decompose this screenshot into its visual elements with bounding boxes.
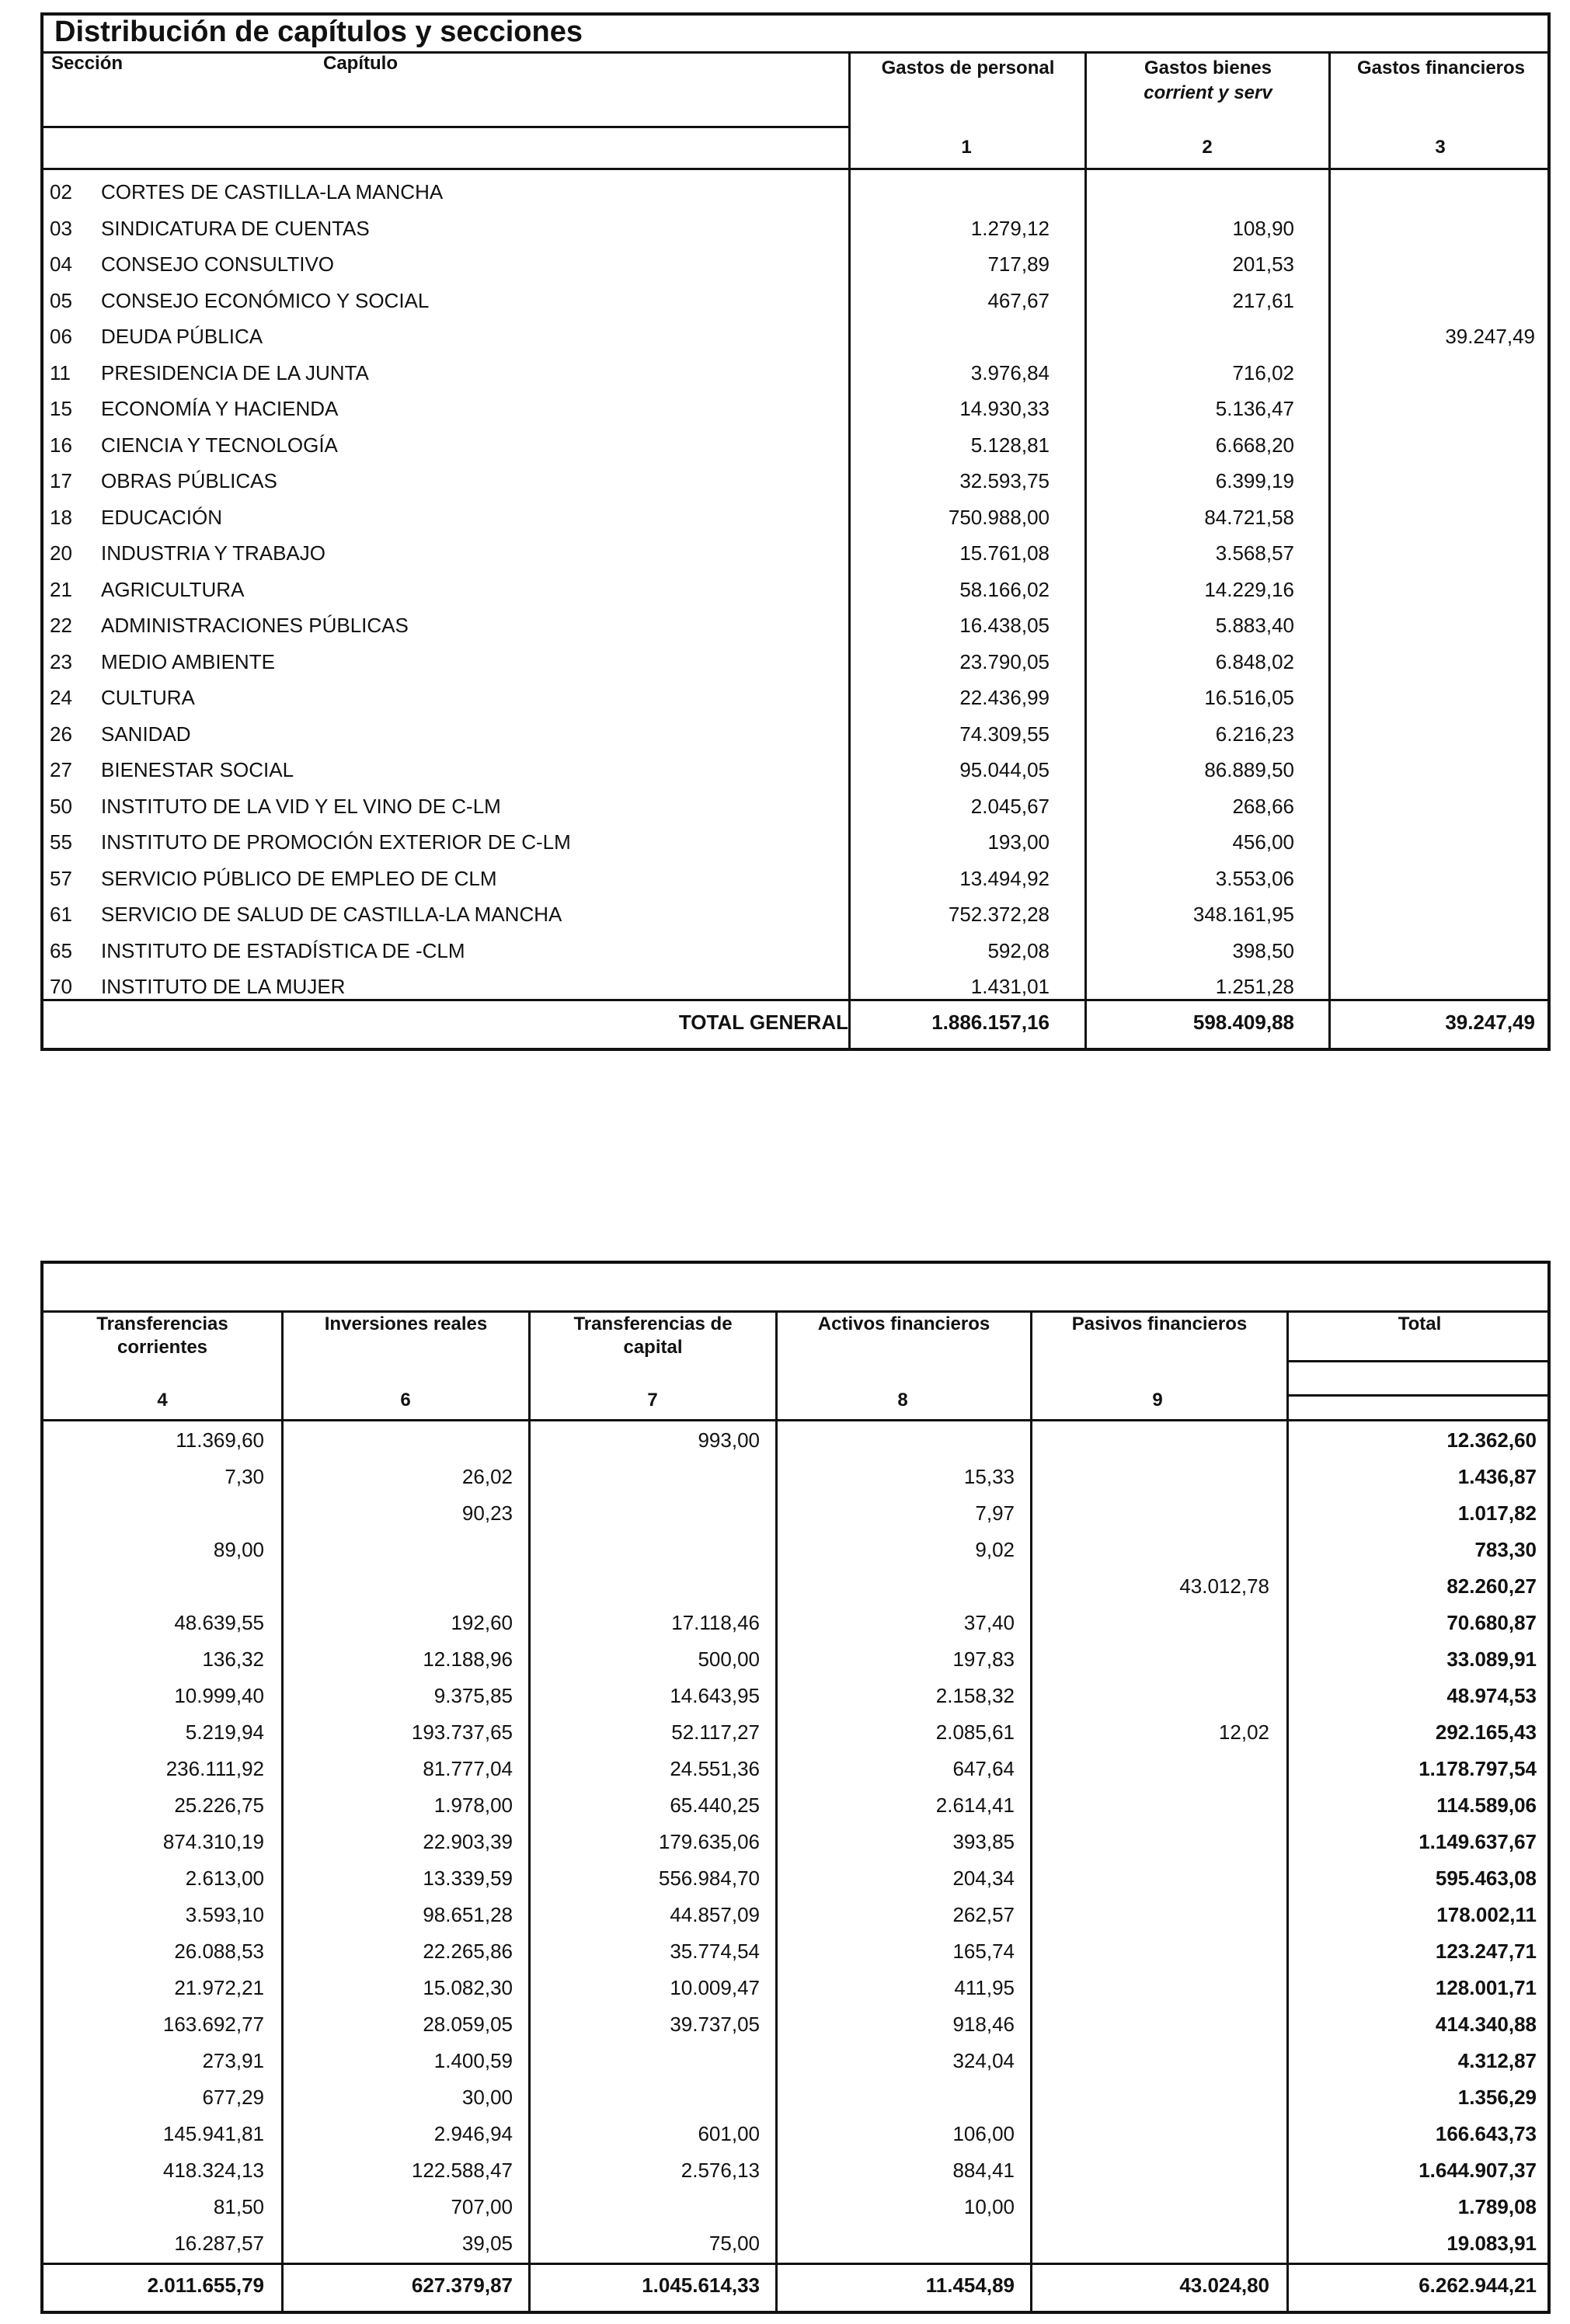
cell-transferencias-capital: 14.643,95 (670, 1684, 760, 1707)
section-name: SANIDAD (101, 722, 191, 746)
cell-activos-financieros: 884,41 (952, 2159, 1015, 2182)
table-row (44, 572, 1547, 607)
cell-gastos-personal: 193,00 (987, 830, 1050, 854)
total-cell-4: 2.011.655,79 (147, 2274, 264, 2297)
cell-transferencias-corrientes: 3.593,10 (185, 1903, 264, 1926)
cell-activos-financieros: 204,34 (952, 1867, 1015, 1890)
table-row (44, 969, 1547, 1004)
cell-gastos-personal: 58.166,02 (959, 577, 1050, 601)
cell-gastos-personal: 3.976,84 (970, 360, 1050, 384)
section-name: OBRAS PÚBLICAS (101, 469, 277, 492)
table-row (44, 824, 1547, 860)
section-code: 57 (50, 866, 72, 890)
table-row (44, 391, 1547, 426)
section-name: CIENCIA Y TECNOLOGÍA (101, 433, 338, 457)
header-num-4: 4 (157, 1390, 168, 1411)
cell-total: 1.789,08 (1457, 2195, 1537, 2218)
table-row (44, 1824, 1547, 1860)
table-row (44, 1641, 1547, 1677)
cell-inversiones-reales: 122.588,47 (411, 2159, 513, 2182)
header-gastos-financieros: Gastos financieros (1356, 57, 1526, 78)
table-row (44, 246, 1547, 282)
section-code: 70 (50, 975, 72, 998)
cell-gastos-personal: 2.045,67 (970, 794, 1050, 818)
cell-transferencias-corrientes: 236.111,92 (165, 1757, 264, 1780)
cell-transferencias-capital: 75,00 (708, 2232, 760, 2255)
cell-gastos-bienes: 716,02 (1232, 360, 1294, 384)
section-code: 05 (50, 288, 72, 312)
cell-transferencias-capital: 10.009,47 (670, 1976, 760, 1999)
cell-gastos-bienes: 1.251,28 (1215, 975, 1294, 998)
total-cell-7: 1.045.614,33 (642, 2274, 760, 2297)
section-code: 55 (50, 830, 72, 854)
cell-total: 595.463,08 (1435, 1867, 1537, 1890)
cell-inversiones-reales: 707,00 (451, 2195, 513, 2218)
section-name: INDUSTRIA Y TRABAJO (101, 541, 325, 565)
cell-activos-financieros: 262,57 (952, 1903, 1015, 1926)
table-row (44, 896, 1547, 932)
table-row (44, 752, 1547, 788)
cell-gastos-bienes: 268,66 (1232, 794, 1294, 818)
cell-inversiones-reales: 26,02 (461, 1465, 513, 1488)
table-row (44, 355, 1547, 391)
section-code: 18 (50, 505, 72, 529)
cell-total: 82.260,27 (1446, 1574, 1537, 1598)
cell-total: 33.089,91 (1446, 1647, 1537, 1671)
cell-pasivos-financieros: 43.012,78 (1179, 1574, 1269, 1598)
cell-transferencias-capital: 2.576,13 (681, 2159, 760, 2182)
cell-gastos-personal: 22.436,99 (959, 686, 1050, 709)
cell-activos-financieros: 7,97 (975, 1501, 1015, 1525)
table-row (44, 174, 1547, 210)
cell-gastos-bienes: 6.668,20 (1215, 433, 1294, 457)
cell-transferencias-corrientes: 21.972,21 (174, 1976, 264, 1999)
header-gastos-bienes: Gastos bienes (1144, 57, 1272, 78)
cell-gastos-bienes: 5.883,40 (1215, 614, 1294, 637)
cell-transferencias-corrientes: 2.613,00 (185, 1867, 264, 1890)
header-transferencias-capital: Transferencias de (573, 1313, 733, 1334)
table-row (44, 1714, 1547, 1750)
section-name: CONSEJO CONSULTIVO (101, 252, 335, 276)
cell-transferencias-corrientes: 26.088,53 (174, 1940, 264, 1963)
cell-gastos-bienes: 217,61 (1232, 288, 1294, 312)
cell-gastos-bienes: 6.216,23 (1215, 722, 1294, 746)
cell-gastos-personal: 15.761,08 (959, 541, 1050, 565)
section-name: CORTES DE CASTILLA-LA MANCHA (101, 180, 444, 204)
section-code: 24 (50, 686, 72, 709)
cell-activos-financieros: 197,83 (952, 1647, 1015, 1671)
table-row (44, 1897, 1547, 1933)
table-row (44, 427, 1547, 463)
cell-gastos-personal: 750.988,00 (948, 505, 1050, 529)
header-num-7: 7 (647, 1390, 658, 1411)
section-code: 20 (50, 541, 72, 565)
cell-activos-financieros: 2.085,61 (935, 1720, 1015, 1744)
cell-total: 1.644.907,37 (1419, 2159, 1537, 2182)
cell-gastos-personal: 74.309,55 (959, 722, 1050, 746)
cell-transferencias-capital: 65.440,25 (670, 1793, 760, 1817)
cell-inversiones-reales: 193.737,65 (411, 1720, 513, 1744)
section-code: 06 (50, 325, 72, 348)
cell-transferencias-corrientes: 48.639,55 (174, 1611, 264, 1634)
cell-gastos-personal: 14.930,33 (959, 397, 1050, 420)
cell-inversiones-reales: 1.978,00 (433, 1793, 513, 1817)
table-row (44, 1459, 1547, 1494)
total-cell-9: 43.024,80 (1179, 2274, 1269, 2297)
cell-transferencias-capital: 35.774,54 (670, 1940, 760, 1963)
header-gastos-bienes-2: corrient y serv (1144, 82, 1272, 103)
cell-inversiones-reales: 98.651,28 (423, 1903, 513, 1926)
section-code: 61 (50, 903, 72, 926)
table-row (44, 1933, 1547, 1969)
table-row (44, 463, 1547, 499)
section-name: SERVICIO PÚBLICO DE EMPLEO DE CLM (101, 866, 497, 890)
cell-gastos-bienes: 201,53 (1232, 252, 1294, 276)
cell-activos-financieros: 324,04 (952, 2049, 1015, 2072)
table-row (44, 318, 1547, 354)
bottom-total-row (44, 2267, 1547, 2303)
cell-gastos-personal: 16.438,05 (959, 614, 1050, 637)
section-name: MEDIO AMBIENTE (101, 649, 275, 673)
cell-gastos-personal: 32.593,75 (959, 469, 1050, 492)
cell-activos-financieros: 918,46 (952, 2013, 1015, 2036)
section-code: 03 (50, 216, 72, 240)
section-code: 22 (50, 614, 72, 637)
cell-transferencias-corrientes: 11.369,60 (176, 1428, 264, 1452)
cell-transferencias-capital: 24.551,36 (670, 1757, 760, 1780)
table-row (44, 2043, 1547, 2079)
table-row (44, 1532, 1547, 1567)
title-divider (44, 51, 1547, 54)
cell-transferencias-capital: 500,00 (698, 1647, 760, 1671)
table-row (44, 1495, 1547, 1531)
cell-gastos-bienes: 86.889,50 (1204, 758, 1294, 781)
table-row (44, 2079, 1547, 2115)
cell-transferencias-capital: 52.117,27 (671, 1720, 760, 1744)
table-row (44, 607, 1547, 643)
section-code: 65 (50, 938, 72, 962)
cell-total: 1.436,87 (1457, 1465, 1537, 1488)
cell-inversiones-reales: 90,23 (461, 1501, 513, 1525)
table-row (44, 1787, 1547, 1823)
header-gastos-personal: Gastos de personal (881, 57, 1055, 78)
cell-total: 292.165,43 (1435, 1720, 1537, 1744)
cell-total: 12.362,60 (1446, 1428, 1537, 1452)
total-cell-3: 39.247,49 (1445, 1011, 1535, 1034)
cell-transferencias-capital: 556.984,70 (658, 1867, 760, 1890)
table-row (44, 1422, 1547, 1458)
cell-transferencias-corrientes: 418.324,13 (162, 2159, 264, 2182)
section-name: INSTITUTO DE PROMOCIÓN EXTERIOR DE C-LM (101, 830, 571, 854)
total-cell-total: 6.262.944,21 (1419, 2274, 1537, 2297)
cell-transferencias-corrientes: 145.941,81 (162, 2122, 264, 2145)
cell-inversiones-reales: 15.082,30 (423, 1976, 513, 1999)
table-row (44, 2152, 1547, 2188)
section-code: 04 (50, 252, 72, 276)
cell-transferencias-corrientes: 16.287,57 (174, 2232, 264, 2255)
cell-transferencias-corrientes: 677,29 (202, 2086, 264, 2109)
cell-transferencias-corrientes: 163.692,77 (162, 2013, 264, 2036)
cell-inversiones-reales: 9.375,85 (433, 1684, 513, 1707)
header-num-9: 9 (1152, 1390, 1163, 1411)
cell-total: 414.340,88 (1435, 2013, 1537, 2036)
cell-gastos-personal: 717,89 (987, 252, 1050, 276)
cell-transferencias-capital: 993,00 (698, 1428, 760, 1452)
table-title: Distribución de capítulos y secciones (54, 16, 583, 48)
table-row (44, 1751, 1547, 1786)
header-transferencias-corrientes-2: corrientes (117, 1337, 208, 1358)
header-num-6: 6 (400, 1390, 411, 1411)
table-row (44, 788, 1547, 824)
table-row (44, 716, 1547, 752)
cell-transferencias-corrientes: 273,91 (202, 2049, 264, 2072)
cell-gastos-personal: 95.044,05 (959, 758, 1050, 781)
table-row (44, 283, 1547, 318)
cell-transferencias-capital: 601,00 (698, 2122, 760, 2145)
header-transferencias-capital-2: capital (623, 1337, 683, 1358)
header-divider-left (44, 126, 848, 128)
cell-inversiones-reales: 30,00 (461, 2086, 513, 2109)
cell-transferencias-corrientes: 89,00 (213, 1538, 264, 1561)
header-total: Total (1398, 1313, 1442, 1334)
section-name: PRESIDENCIA DE LA JUNTA (101, 360, 369, 384)
cell-total: 48.974,53 (1446, 1684, 1537, 1707)
section-name: ECONOMÍA Y HACIENDA (101, 397, 339, 420)
section-name: EDUCACIÓN (101, 505, 223, 529)
header-pasivos-financieros: Pasivos financieros (1071, 1313, 1248, 1334)
cell-gastos-bienes: 6.848,02 (1215, 649, 1294, 673)
total-cell-2: 598.409,88 (1192, 1011, 1294, 1034)
cell-activos-financieros: 165,74 (952, 1940, 1015, 1963)
cell-gastos-personal: 1.431,01 (970, 975, 1050, 998)
cell-gastos-personal: 467,67 (987, 288, 1050, 312)
top-table (40, 12, 1551, 1051)
section-code: 21 (50, 577, 72, 601)
cell-inversiones-reales: 192,60 (451, 1611, 513, 1634)
cell-total: 128.001,71 (1435, 1976, 1537, 1999)
section-code: 23 (50, 649, 72, 673)
table-row (44, 499, 1547, 535)
cell-inversiones-reales: 22.265,86 (423, 1940, 513, 1963)
cell-transferencias-corrientes: 10.999,40 (174, 1684, 264, 1707)
header-transferencias-corrientes: Transferencias (96, 1313, 228, 1334)
cell-total: 1.178.797,54 (1419, 1757, 1537, 1780)
section-name: SINDICATURA DE CUENTAS (101, 216, 370, 240)
cell-transferencias-corrientes: 25.226,75 (174, 1793, 264, 1817)
cell-transferencias-capital: 179.635,06 (658, 1830, 760, 1853)
cell-total: 166.643,73 (1435, 2122, 1537, 2145)
header-activos-financieros: Activos financieros (817, 1313, 990, 1334)
header-divider (44, 168, 1547, 170)
header-inversiones-reales: Inversiones reales (324, 1313, 488, 1334)
table-row (44, 680, 1547, 715)
header-num-8: 8 (897, 1390, 908, 1411)
cell-total: 19.083,91 (1446, 2232, 1537, 2255)
section-code: 17 (50, 469, 72, 492)
section-code: 16 (50, 433, 72, 457)
cell-inversiones-reales: 1.400,59 (433, 2049, 513, 2072)
bottom-table (40, 1261, 1551, 2314)
cell-total: 1.149.637,67 (1419, 1830, 1537, 1853)
cell-gastos-bienes: 108,90 (1232, 216, 1294, 240)
cell-transferencias-capital: 39.737,05 (670, 2013, 760, 2036)
cell-transferencias-corrientes: 7,30 (225, 1465, 264, 1488)
cell-total: 4.312,87 (1457, 2049, 1537, 2072)
table-row (44, 535, 1547, 571)
cell-activos-financieros: 2.614,41 (935, 1793, 1015, 1817)
cell-activos-financieros: 37,40 (963, 1611, 1015, 1634)
cell-transferencias-corrientes: 81,50 (213, 2195, 264, 2218)
cell-inversiones-reales: 13.339,59 (423, 1867, 513, 1890)
cell-gastos-bienes: 5.136,47 (1215, 397, 1294, 420)
cell-gastos-personal: 752.372,28 (948, 903, 1050, 926)
cell-activos-financieros: 9,02 (975, 1538, 1015, 1561)
cell-transferencias-capital: 44.857,09 (670, 1903, 760, 1926)
total-sub-divider-2 (1286, 1394, 1551, 1397)
cell-total: 70.680,87 (1446, 1611, 1537, 1634)
cell-gastos-bienes: 16.516,05 (1204, 686, 1294, 709)
section-name: INSTITUTO DE LA MUJER (101, 975, 346, 998)
header-capitulo: Capítulo (323, 53, 398, 74)
cell-gastos-financieros: 39.247,49 (1445, 325, 1535, 348)
section-name: DEUDA PÚBLICA (101, 325, 263, 348)
cell-transferencias-corrientes: 874.310,19 (162, 1830, 264, 1853)
cell-gastos-bienes: 3.553,06 (1215, 866, 1294, 890)
section-name: AGRICULTURA (101, 577, 245, 601)
section-code: 27 (50, 758, 72, 781)
cell-gastos-bienes: 3.568,57 (1215, 541, 1294, 565)
top-total-row (44, 1004, 1547, 1040)
cell-activos-financieros: 411,95 (954, 1976, 1015, 1999)
section-name: CONSEJO ECONÓMICO Y SOCIAL (101, 288, 430, 312)
cell-gastos-bienes: 14.229,16 (1204, 577, 1294, 601)
table-row (44, 1860, 1547, 1896)
header-num-2: 2 (1202, 137, 1213, 158)
cell-inversiones-reales: 12.188,96 (423, 1647, 513, 1671)
cell-total: 1.356,29 (1457, 2086, 1537, 2109)
table-row (44, 2116, 1547, 2152)
table-row (44, 2225, 1547, 2261)
total-sub-divider-1 (1286, 1360, 1551, 1362)
cell-inversiones-reales: 39,05 (461, 2232, 513, 2255)
section-code: 11 (50, 360, 71, 384)
table-row (44, 1568, 1547, 1604)
cell-pasivos-financieros: 12,02 (1218, 1720, 1269, 1744)
cell-total: 1.017,82 (1457, 1501, 1537, 1525)
section-code: 26 (50, 722, 72, 746)
bottom-header-divider (44, 1419, 1547, 1421)
cell-gastos-bienes: 348.161,95 (1192, 903, 1294, 926)
header-seccion: Sección (51, 53, 124, 74)
cell-total: 783,30 (1474, 1538, 1537, 1561)
table-row (44, 933, 1547, 969)
header-num-1: 1 (961, 137, 972, 158)
table-row (44, 1605, 1547, 1640)
cell-gastos-personal: 5.128,81 (970, 433, 1050, 457)
cell-gastos-personal: 592,08 (987, 938, 1050, 962)
table-row (44, 1678, 1547, 1713)
section-name: SERVICIO DE SALUD DE CASTILLA-LA MANCHA (101, 903, 562, 926)
section-code: 50 (50, 794, 72, 818)
section-code: 02 (50, 180, 72, 204)
table-row (44, 2189, 1547, 2225)
cell-activos-financieros: 106,00 (952, 2122, 1015, 2145)
cell-gastos-personal: 1.279,12 (970, 216, 1050, 240)
cell-transferencias-corrientes: 136,32 (202, 1647, 264, 1671)
header-num-3: 3 (1435, 137, 1446, 158)
section-name: ADMINISTRACIONES PÚBLICAS (101, 614, 409, 637)
cell-transferencias-corrientes: 5.219,94 (185, 1720, 264, 1744)
cell-transferencias-capital: 17.118,46 (671, 1611, 760, 1634)
table-row (44, 1970, 1547, 2006)
cell-inversiones-reales: 2.946,94 (433, 2122, 513, 2145)
cell-gastos-personal: 23.790,05 (959, 649, 1050, 673)
table-row (44, 210, 1547, 246)
total-cell-6: 627.379,87 (411, 2274, 513, 2297)
cell-total: 114.589,06 (1436, 1793, 1537, 1817)
cell-gastos-bienes: 456,00 (1232, 830, 1294, 854)
total-cell-1: 1.886.157,16 (931, 1011, 1050, 1034)
section-name: BIENESTAR SOCIAL (101, 758, 294, 781)
cell-gastos-bienes: 84.721,58 (1204, 505, 1294, 529)
table-row (44, 644, 1547, 680)
cell-inversiones-reales: 28.059,05 (423, 2013, 513, 2036)
cell-gastos-bienes: 398,50 (1232, 938, 1294, 962)
section-code: 15 (50, 397, 72, 420)
cell-activos-financieros: 15,33 (963, 1465, 1015, 1488)
total-label: TOTAL GENERAL (678, 1011, 848, 1034)
cell-inversiones-reales: 81.777,04 (423, 1757, 513, 1780)
total-cell-8: 11.454,89 (925, 2274, 1015, 2297)
table-row (44, 2006, 1547, 2042)
bottom-total-divider (44, 2263, 1547, 2265)
cell-gastos-bienes: 6.399,19 (1215, 469, 1294, 492)
cell-inversiones-reales: 22.903,39 (423, 1830, 513, 1853)
section-name: CULTURA (101, 686, 195, 709)
section-name: INSTITUTO DE LA VID Y EL VINO DE C-LM (101, 794, 501, 818)
cell-activos-financieros: 10,00 (963, 2195, 1015, 2218)
cell-total: 178.002,11 (1436, 1903, 1537, 1926)
cell-activos-financieros: 2.158,32 (935, 1684, 1015, 1707)
section-name: INSTITUTO DE ESTADÍSTICA DE -CLM (101, 938, 465, 962)
cell-activos-financieros: 647,64 (952, 1757, 1015, 1780)
cell-gastos-personal: 13.494,92 (959, 866, 1050, 890)
cell-activos-financieros: 393,85 (952, 1830, 1015, 1853)
table-row (44, 861, 1547, 896)
cell-total: 123.247,71 (1435, 1940, 1537, 1963)
bottom-top-divider (44, 1310, 1547, 1313)
